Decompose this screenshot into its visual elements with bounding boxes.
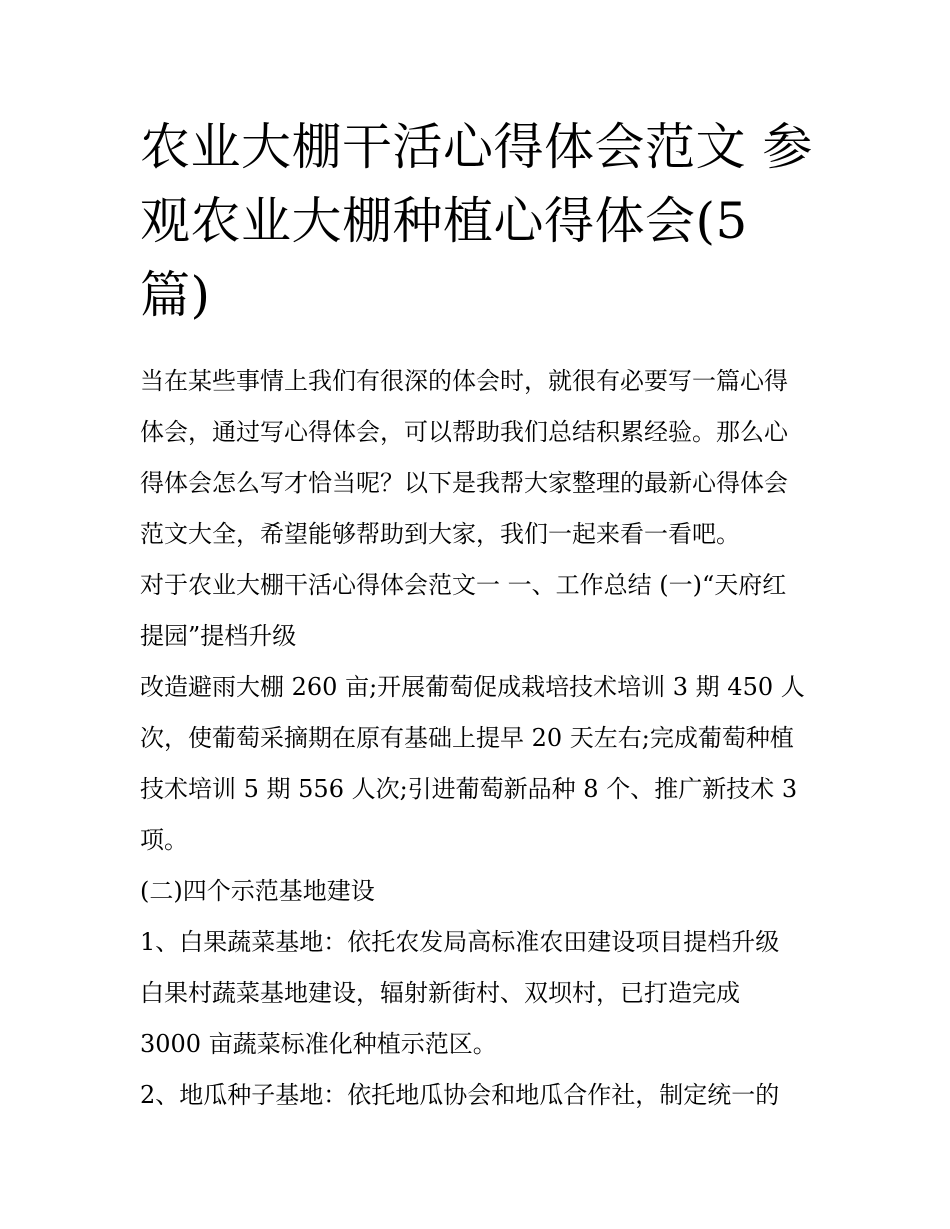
work-summary-paragraph <box>140 662 830 866</box>
text-line: 范文大全，希望能够帮助到大家，我们一起来看一看吧。 <box>140 520 740 548</box>
document-body <box>140 356 830 1121</box>
text-line: 2、地瓜种子基地：依托地瓜协会和地瓜合作社，制定统一的 <box>140 1081 780 1109</box>
text-line: 对于农业大棚干活心得体会范文一 一、工作总结 (一)“天府红 <box>140 571 787 599</box>
text-line: (二)四个示范基地建设 <box>140 877 375 905</box>
text-line: 改造避雨大棚 260 亩;开展葡萄促成栽培技术培训 3 期 450 人 <box>140 673 805 701</box>
document-title <box>140 110 820 332</box>
text-line: 得体会怎么写才恰当呢？以下是我帮大家整理的最新心得体会 <box>140 469 788 497</box>
text-line: 当在某些事情上我们有很深的体会时，就很有必要写一篇心得 <box>140 367 788 395</box>
subsection-heading <box>140 866 830 917</box>
list-item-paragraph <box>140 917 830 1070</box>
text-line: 1、白果蔬菜基地：依托农发局高标准农田建设项目提档升级 <box>140 928 780 956</box>
text-line: 技术培训 5 期 556 人次;引进葡萄新品种 8 个、推广新技术 3 <box>140 775 798 803</box>
text-line: 白果村蔬菜基地建设，辐射新街村、双坝村，已打造完成 <box>140 979 740 1007</box>
text-line: 3000 亩蔬菜标准化种植示范区。 <box>140 1030 497 1058</box>
title-line: 篇) <box>140 266 211 324</box>
text-line: 次，使葡萄采摘期在原有基础上提早 20 天左右;完成葡萄种植 <box>140 724 794 752</box>
list-item-paragraph <box>140 1070 830 1121</box>
title-line: 观农业大棚种植心得体会(5 <box>140 192 748 250</box>
text-line: 提园”提档升级 <box>140 622 297 650</box>
text-line: 体会，通过写心得体会，可以帮助我们总结积累经验。那么心 <box>140 418 788 446</box>
title-line: 农业大棚干活心得体会范文 参 <box>140 118 813 176</box>
section-heading-paragraph <box>140 560 830 662</box>
intro-paragraph <box>140 356 830 560</box>
text-line: 项。 <box>140 826 188 854</box>
